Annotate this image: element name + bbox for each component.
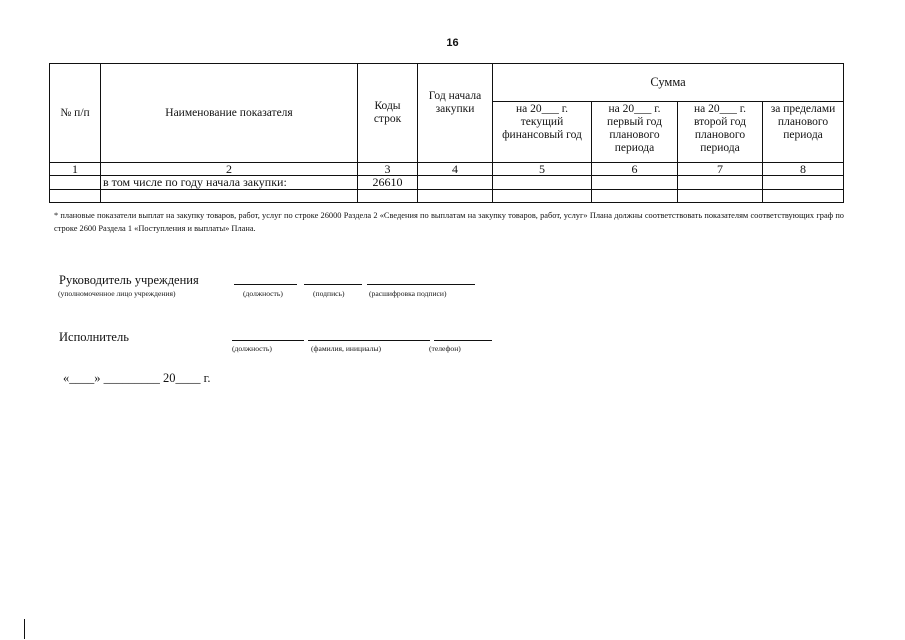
row-num	[50, 176, 101, 190]
signature-decoding-line	[367, 284, 475, 285]
row-c5	[493, 176, 592, 190]
column-number: 4	[418, 163, 493, 176]
row-year	[418, 190, 493, 203]
date-line: «____» _________ 20____ г.	[63, 371, 211, 385]
signature-line	[304, 284, 362, 285]
row-c5	[493, 190, 592, 203]
column-number: 2	[101, 163, 358, 176]
footnote: * плановые показатели выплат на закупку товаров, работ, услуг по строке 26000 Раздела 2 «Сведения по выплатам на закупку товаров, работ, услуг» Плана должны соответствовать показателям соответствующих граф по строке 2600 Раздела 1 «Поступления и выплаты» Плана.	[54, 211, 844, 233]
header-col6: на 20___ г. первый год планового периода	[592, 102, 678, 163]
column-number: 3	[358, 163, 418, 176]
page-number: 16	[446, 37, 459, 49]
executor-phone-line	[434, 340, 492, 341]
margin-mark	[24, 619, 25, 639]
header-col5: на 20___ г. текущий финансовый год	[493, 102, 592, 163]
row-c8	[763, 176, 844, 190]
header-col7: на 20___ г. второй год планового периода	[678, 102, 763, 163]
row-c6	[592, 176, 678, 190]
head-signature-title: Руководитель учреждения	[59, 273, 199, 287]
header-year: Год начала закупки	[418, 64, 493, 163]
row-code	[358, 190, 418, 203]
column-number: 7	[678, 163, 763, 176]
column-number: 6	[592, 163, 678, 176]
executor-name-caption: (фамилия, инициалы)	[311, 344, 382, 353]
column-number: 8	[763, 163, 844, 176]
signature-decoding-caption: (расшифровка подписи)	[369, 289, 447, 298]
header-num: № п/п	[50, 64, 101, 163]
signature-caption: (подпись)	[313, 289, 345, 298]
table-row	[50, 176, 844, 190]
executor-signature-title: Исполнитель	[59, 330, 129, 344]
row-c6	[592, 190, 678, 203]
executor-phone-caption: (телефон)	[429, 344, 461, 353]
executor-position-caption: (должность)	[232, 344, 272, 353]
row-c7	[678, 190, 763, 203]
header-sum: Сумма	[493, 64, 844, 102]
column-numbers-row	[50, 163, 844, 176]
executor-name-line	[308, 340, 430, 341]
row-c7	[678, 176, 763, 190]
indicators-table	[49, 63, 844, 203]
row-year	[418, 176, 493, 190]
header-codes: Коды строк	[358, 64, 418, 163]
row-name: в том числе по году начала закупки:	[101, 176, 358, 190]
column-number: 1	[50, 163, 101, 176]
row-c8	[763, 190, 844, 203]
position-caption: (должность)	[243, 289, 283, 298]
column-number: 5	[493, 163, 592, 176]
header-name: Наименование показателя	[101, 64, 358, 163]
header-col8: за пределами планового периода	[763, 102, 844, 163]
position-line	[234, 284, 297, 285]
row-name	[101, 190, 358, 203]
table-row	[50, 190, 844, 203]
row-code: 26610	[358, 176, 418, 190]
row-num	[50, 190, 101, 203]
head-signature-subtitle: (уполномоченное лицо учреждения)	[58, 289, 176, 298]
executor-position-line	[232, 340, 304, 341]
